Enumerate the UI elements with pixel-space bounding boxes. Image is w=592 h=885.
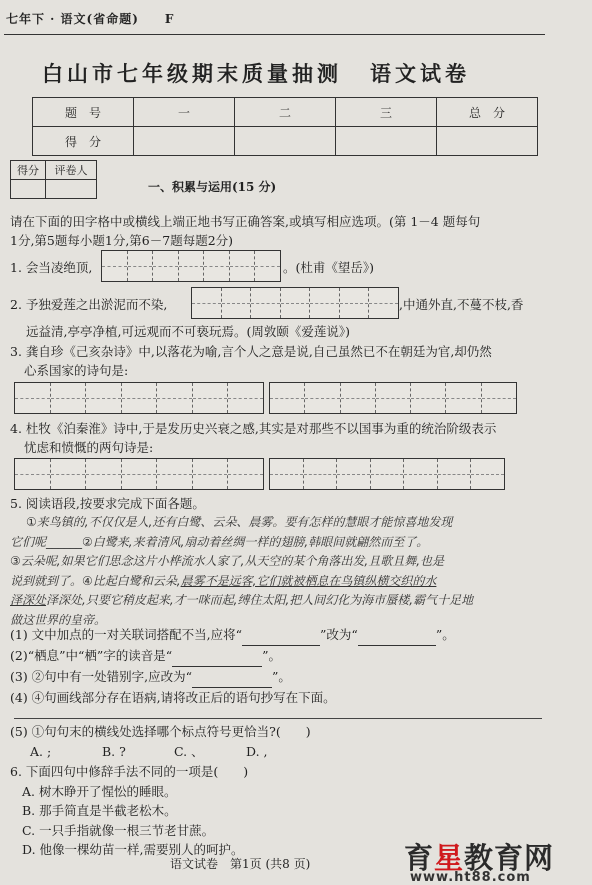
score-header-cell: 总 分 (437, 98, 538, 127)
underlined-sentence: 晨雾不是远客,它们就被栖息在鸟镇纵横交织的水 (180, 573, 437, 588)
q2-suffix: ,中通外直,不蔓不枝,香 (399, 297, 524, 312)
grader-score-cell (11, 180, 46, 199)
q1-suffix: 。(杜甫《望岳》) (283, 260, 375, 275)
score-cell (235, 127, 336, 156)
q4-line: 忧虑和愤慨的两句诗是: (24, 440, 154, 455)
sub-q1-text: (1) 文中加点的一对关联词搭配不当,应将“ (10, 627, 243, 642)
option-c[interactable]: C. 、 (174, 744, 204, 759)
grader-name-cell (46, 180, 97, 199)
passage-line: ①来鸟镇的,不仅仅是人,还有白鹭、云朵、晨雾。要有怎样的慧眼才能惊喜地发现 (26, 515, 453, 529)
passage-segment: 说到就到了。④比起白鹭和云朵, (10, 573, 181, 588)
q5-subquestions (10, 625, 455, 708)
sub-question (10, 667, 455, 688)
sub-q2-end: ”。 (262, 648, 282, 663)
underlined-sentence: 泽深处 (10, 593, 47, 607)
sub-question (10, 646, 455, 667)
q3-stem (10, 342, 492, 380)
passage-line (10, 572, 473, 592)
watermark-text: 教育网 (464, 841, 555, 875)
q4-answer-grid-2[interactable] (269, 458, 505, 490)
sub-q3-blank[interactable] (192, 667, 272, 688)
sub-q1-mid: ”改为“ (320, 627, 358, 642)
header-code: F (164, 12, 175, 26)
q4-stem (10, 419, 496, 457)
page-header (6, 10, 174, 27)
q6-option-d[interactable]: D. 他像一棵幼苗一样,需要别人的呵护。 (22, 842, 244, 857)
instructions (10, 212, 480, 250)
score-header-cell: 三 (336, 98, 437, 127)
passage-line (10, 591, 473, 611)
q6-option-a[interactable]: A. 树木睁开了惺忪的睡眼。 (22, 783, 177, 799)
q3-answer-grid-2[interactable] (269, 382, 517, 414)
score-cell (134, 127, 235, 156)
section-heading: 一、积累与运用(15 分) (148, 180, 277, 194)
title-sub: 语文试卷 (370, 61, 470, 86)
q6-option-b[interactable]: B. 那手简直是半截老松木。 (22, 803, 177, 818)
header-rule (4, 34, 545, 35)
score-header-cell: 一 (134, 98, 235, 127)
sub-q1-blank-a[interactable] (242, 625, 320, 646)
watermark-url: www.ht88.com (410, 870, 531, 885)
q5-intro: 5. 阅读语段,按要求完成下面各题。 (10, 496, 205, 511)
watermark-star: 星 (434, 841, 465, 875)
q1-prefix: 1. 会当凌绝顶, (10, 260, 93, 275)
passage-line: 它们呢______②白鹭来,来着清风,扇动着丝绸一样的翅膀,韩眼间就翩然而至了。 (10, 534, 429, 549)
sub-q1-end: ”。 (435, 627, 455, 642)
grader-box (10, 160, 97, 199)
option-d[interactable]: D. , (246, 744, 268, 759)
score-cell (336, 127, 437, 156)
title-main: 白山市七年级期末质量抽测 (42, 61, 342, 86)
q6 (10, 762, 248, 860)
answer-line[interactable] (14, 718, 542, 719)
q2-prefix: 2. 予独爱莲之出淤泥而不染, (10, 297, 168, 312)
q3-line: 心系国家的诗句是: (24, 363, 129, 378)
page-title (42, 58, 470, 88)
q2-answer-grid[interactable] (191, 287, 399, 319)
q4-answer-grid-1[interactable] (14, 458, 264, 490)
q6-stem: 6. 下面四句中修辞手法不同的一项是( ) (10, 764, 249, 779)
q2-line2: 远益清,亭亭净植,可远观而不可亵玩焉。(周敦颐《爱莲说》) (26, 324, 350, 339)
q5-passage (10, 513, 473, 630)
q3-line: 3. 龚自珍《己亥杂诗》中,以落花为喻,言个人之意是说,自己虽然已不在朝廷为官,却仍然 (10, 344, 492, 359)
grader-score-label: 得分 (11, 161, 46, 180)
q4-line: 4. 杜牧《泊秦淮》诗中,于是发历史兴衰之感,其实是对那些不以国事为重的统治阶级表示 (10, 421, 497, 436)
sub-question (10, 625, 455, 646)
passage-line: 做这世界的皇帝。 (10, 612, 107, 627)
q5-sub5: (5) ①句句末的横线处选择哪个标点符号更恰当?( ) (10, 724, 311, 739)
q6-option-c[interactable]: C. 一只手指就像一根三节老甘蔗。 (22, 822, 215, 838)
q3-answer-grid-1[interactable] (14, 382, 264, 414)
sub-q3-end: ”。 (272, 669, 291, 684)
score-table (32, 97, 538, 156)
sub-q2-text: (2)“栖息”中“栖”字的读音是“ (10, 648, 173, 663)
sub-q2-blank[interactable] (172, 646, 262, 667)
header-subject: 七年下 · 语文(省命题) (6, 12, 139, 26)
score-header-cell: 二 (235, 98, 336, 127)
grader-name-label: 评卷人 (46, 161, 97, 180)
watermark-text: 育 (404, 841, 435, 875)
option-a[interactable]: A. ; (30, 744, 52, 759)
sub-q1-blank-b[interactable] (358, 625, 436, 646)
score-header-cell: 题 号 (33, 98, 134, 127)
passage-line: ③云朵呢,如果它们思念这片小桦流水人家了,从天空的某个角落出发,且歌且舞,也是 (10, 554, 445, 568)
instruction-line: 请在下面的田字格中或横线上端正地书写正确答案,或填写相应选项。(第 1－4 题每句 (10, 214, 481, 229)
score-cell (437, 127, 538, 156)
option-b[interactable]: B. ? (102, 744, 126, 759)
q5-options (30, 742, 268, 761)
q1-answer-grid[interactable] (101, 250, 281, 282)
sub-question: (4) ④句画线部分存在语病,请将改正后的语句抄写在下面。 (10, 690, 336, 705)
sub-q3-text: (3) ②句中有一处错别字,应改为“ (10, 669, 193, 684)
score-label-cell: 得 分 (33, 127, 134, 156)
instruction-line: 1分,第5题每小题1分,第6－7题每题2分) (10, 233, 234, 248)
passage-segment: 泽深处,只要它稍皮起来,才一咪而起,缚住太阳,把人间幻化为海市蜃楼,霸气十足地 (46, 593, 474, 607)
page-footer: 语文试卷 第1页 (共8 页) (170, 857, 311, 871)
